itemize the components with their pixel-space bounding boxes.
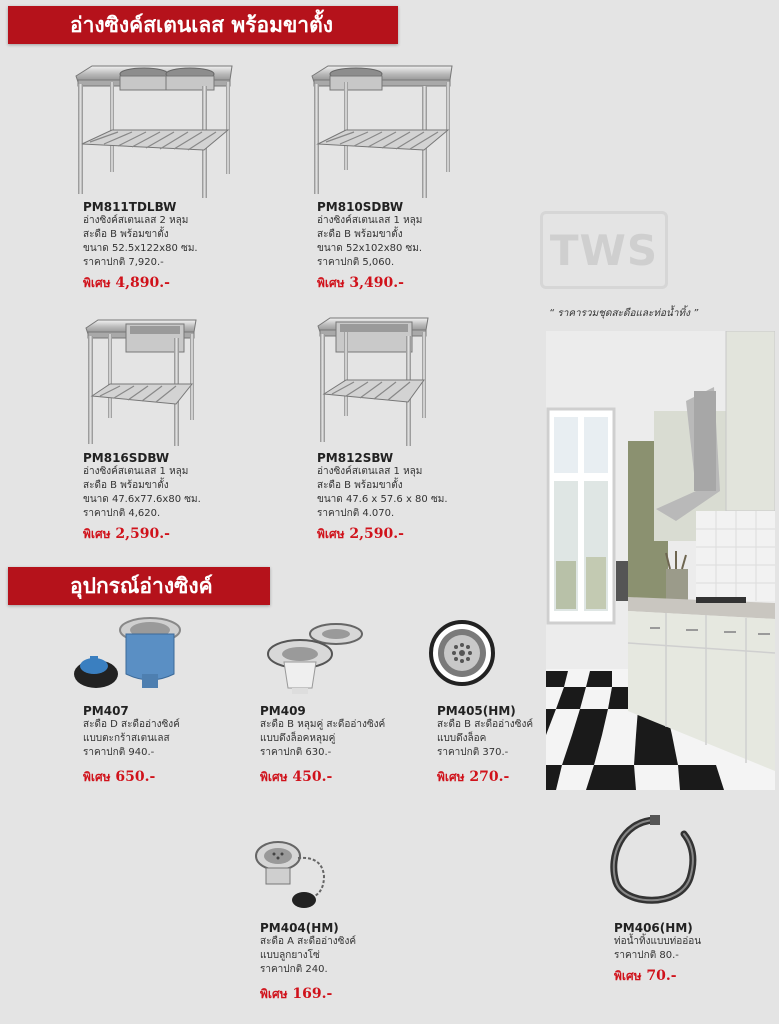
product-regular-price: ราคาปกติ 4,620. [83,508,161,519]
product-desc: สะดือ B พร้อมขาตั้ง [83,480,169,491]
double-bowl-drain-image [264,618,364,698]
product-regular-price: ราคาปกติ 5,060. [317,257,395,268]
product-code: PM810SDBW [317,200,404,214]
product-desc: แบบดึงล็อคหลุมคู่ [260,733,336,744]
product-code: PM405(HM) [437,704,516,718]
product-regular-price: ราคาปกติ 370.- [437,747,509,758]
product-desc: สะดือ D สะดืออ่างซิงค์ [83,719,180,730]
section-title: อ่างซิงค์สเตนเลส พร้อมขาตั้ง [70,13,333,37]
product-code: PM409 [260,704,306,718]
product-desc: แบบตะกร้าสเตนเลส [83,733,170,744]
product-pm812sbw [317,451,448,544]
product-desc: แบบดึงล็อค [437,733,487,744]
product-desc: สะดือ B หลุมคู่ สะดืออ่างซิงค์ [260,719,386,730]
product-desc: สะดือ B สะดืออ่างซิงค์ [437,719,534,730]
product-sale-price: พิเศษ 2,590.- [83,526,170,542]
product-code: PM816SDBW [83,451,170,465]
product-size: ขนาด 52x102x80 ซม. [317,243,423,254]
product-code: PM407 [83,704,129,718]
sink-single-bowl-left-drainboard-image [82,316,202,448]
product-sale-price: พิเศษ 169.- [260,986,333,1002]
price-note: “ ราคารวมชุดสะดือและท่อน้ำทิ้ง ” [549,308,699,319]
flexible-waste-hose-image [602,812,702,912]
product-regular-price: ราคาปกติ 630.- [260,747,332,758]
product-sale-price: พิเศษ 650.- [83,769,156,785]
product-desc: สะดือ A สะดืออ่างซิงค์ [260,936,357,947]
product-code: PM811TDLBW [83,200,177,214]
product-pm406hm [614,921,701,986]
sink-double-bowl-image [70,60,240,200]
product-size: ขนาด 47.6 x 57.6 x 80 ซม. [317,494,448,505]
chain-plug-drain-image [252,836,332,916]
product-sale-price: พิเศษ 3,490.- [317,275,404,291]
product-sale-price: พิเศษ 2,590.- [317,526,404,542]
pull-lock-drain-image [426,620,498,686]
product-regular-price: ราคาปกติ 7,920.- [83,257,164,268]
kitchen-photo [546,331,775,790]
product-desc: สะดือ B พร้อมขาตั้ง [317,480,403,491]
product-desc: อ่างซิงค์สเตนเลส 1 หลุม [317,466,423,477]
product-regular-price: ราคาปกติ 940.- [83,747,155,758]
product-pm816sdbw [83,451,201,544]
product-pm810sdbw [317,200,422,293]
product-pm811tdlbw [83,200,198,293]
product-desc: ท่อน้ำทิ้งแบบท่ออ่อน [614,936,702,947]
product-pm404hm [260,921,356,1004]
product-desc: สะดือ B พร้อมขาตั้ง [317,229,403,240]
product-code: PM812SBW [317,451,394,465]
tws-logo: TWS [540,211,668,289]
product-regular-price: ราคาปกติ 4.070. [317,508,395,519]
basket-strainer-image [70,612,185,696]
section-banner-accessories [8,567,270,605]
sink-compact-image [314,314,434,448]
product-desc: แบบลูกยางโซ่ [260,950,320,961]
product-code: PM406(HM) [614,921,693,935]
product-pm407 [83,704,180,787]
product-desc: อ่างซิงค์สเตนเลส 1 หลุม [317,215,423,226]
sink-single-bowl-drainboard-image [308,60,458,200]
product-pm409 [260,704,385,787]
product-sale-price: พิเศษ 270.- [437,769,510,785]
product-desc: สะดือ B พร้อมขาตั้ง [83,229,169,240]
product-desc: อ่างซิงค์สเตนเลส 2 หลุม [83,215,189,226]
product-sale-price: พิเศษ 450.- [260,769,333,785]
product-pm405hm [437,704,533,787]
product-size: ขนาด 52.5x122x80 ซม. [83,243,198,254]
product-regular-price: ราคาปกติ 240. [260,964,328,975]
product-code: PM404(HM) [260,921,339,935]
section-banner-sinks [8,6,398,44]
product-sale-price: พิเศษ 4,890.- [83,275,170,291]
product-sale-price: พิเศษ 70.- [614,968,677,984]
product-regular-price: ราคาปกติ 80.- [614,950,679,961]
product-desc: อ่างซิงค์สเตนเลส 1 หลุม [83,466,189,477]
product-size: ขนาด 47.6x77.6x80 ซม. [83,494,201,505]
section-title: อุปกรณ์อ่างซิงค์ [70,574,213,598]
